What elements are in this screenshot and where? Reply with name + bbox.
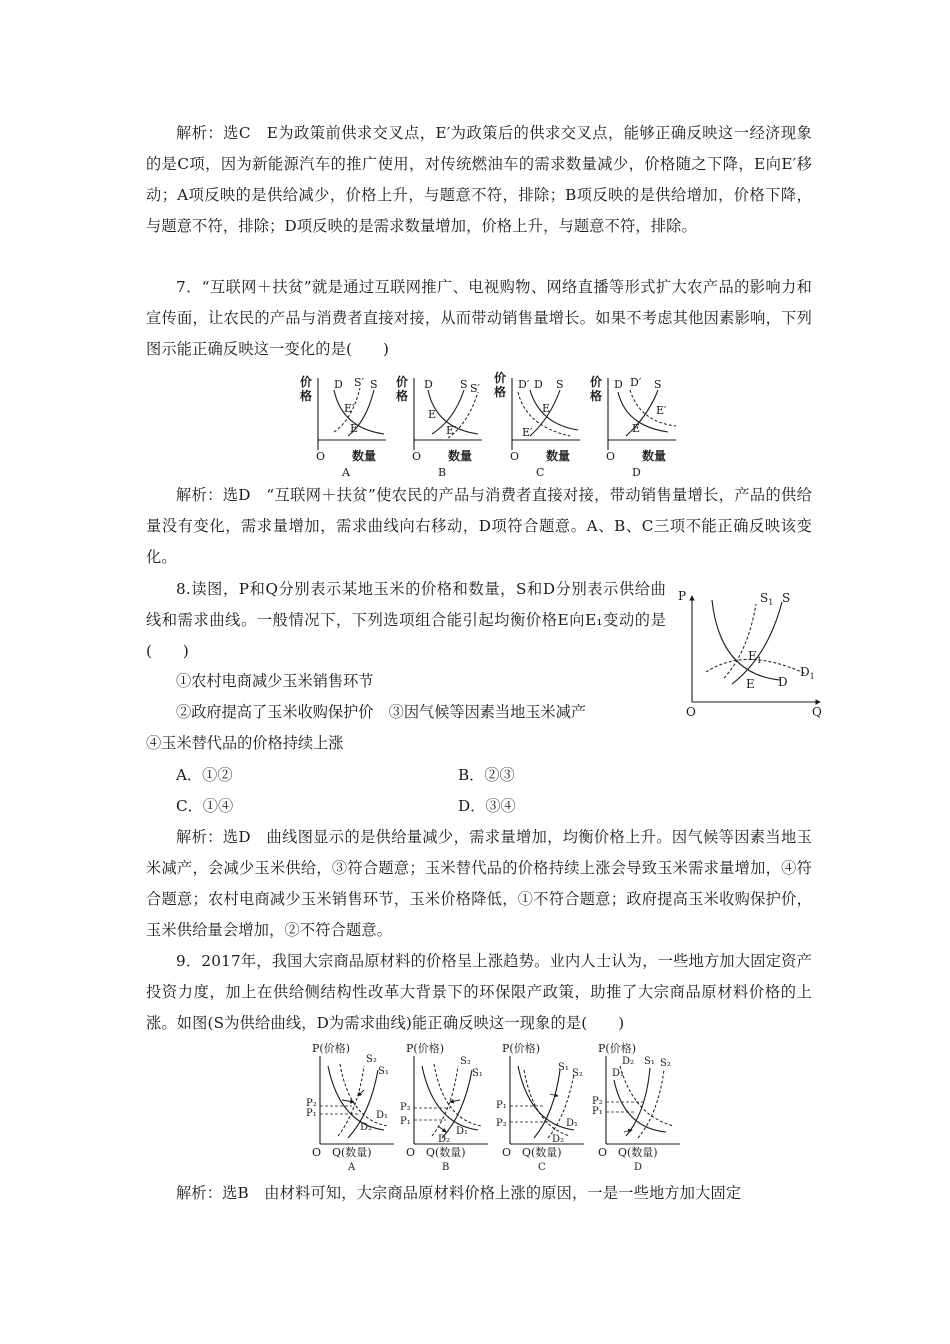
- label-q: Q: [812, 705, 822, 719]
- q9-y-label: P(价格): [312, 1042, 350, 1055]
- q8-choice-d[interactable]: D．③④: [458, 797, 516, 815]
- q7-origin: O: [316, 450, 326, 463]
- label-s: S: [370, 378, 378, 391]
- label-p2: P₂: [592, 1096, 603, 1107]
- label-d1: D₁: [376, 1110, 389, 1121]
- label-d: D: [778, 675, 788, 689]
- q7-x-label: 数量: [352, 449, 377, 463]
- q9-panel-b: [400, 1041, 488, 1172]
- label-e-prime: E′: [446, 424, 457, 437]
- demand-curve-d2: [620, 1066, 674, 1126]
- q7-y-label-char: 格: [494, 385, 507, 399]
- q9-x-label: Q(数量): [618, 1146, 658, 1159]
- label-d: D: [534, 378, 543, 391]
- q9-y-label: P(价格): [406, 1042, 444, 1055]
- q8-figure: [676, 586, 826, 720]
- q6-analysis: 解析：选C E为政策前供求交叉点，E′为政策后的供求交叉点，能够正确反映这一经济现象的是C项，因为新能源汽车的推广使用，对传统燃油车的需求数量减少，价格随之下降，E向E′移动；A项反映的是供给减少，价格上升，与题意不符，排除；B项反映的是供给增加，价格下降，与题意不符，排除；D项反映的是需求数量增加，价格上升，与题意不符，排除。: [146, 124, 812, 235]
- label-e-prime: E′: [656, 404, 667, 417]
- q7-option-c: C: [536, 466, 545, 478]
- q9-figure: [304, 1040, 684, 1172]
- q7-option-b: B: [438, 466, 447, 478]
- q7-option-d: D: [632, 466, 641, 478]
- supply-curve-s1: [534, 1070, 560, 1138]
- q9-option-c: C: [538, 1162, 546, 1172]
- q8-item-1: ①农村电商减少玉米销售环节: [176, 672, 374, 690]
- label-s2: S₂: [572, 1068, 583, 1079]
- q7-x-label: 数量: [642, 449, 667, 463]
- q8-item-2-3: ②政府提高了玉米收购保护价 ③因气候等因素当地玉米减产: [176, 703, 587, 721]
- q9-panel-a: [306, 1041, 394, 1172]
- label-e: E: [632, 422, 641, 435]
- label-d1: D₁: [612, 1068, 625, 1079]
- q7-origin: O: [606, 450, 616, 463]
- q9-origin: O: [598, 1146, 608, 1159]
- q7-y-label-char: 价: [300, 375, 313, 389]
- q7-y-label-char: 格: [396, 389, 409, 403]
- q7-panel-c: [494, 370, 580, 478]
- q7-y-label-char: 价: [590, 375, 603, 389]
- label-d1: $D_1$: [800, 665, 815, 681]
- label-e: E: [428, 408, 437, 421]
- q9-option-d: D: [634, 1162, 643, 1172]
- q7-analysis: 解析：选D “互联网＋扶贫”使农民的产品与消费者直接对接，带动销售量增长，产品的供给量没有变化，需求量增加，需求曲线向右移动，D项符合题意。A、B、C三项不能正确反映该变化。: [146, 486, 812, 566]
- demand-curve-d2: [524, 1070, 570, 1136]
- label-s1: S₁: [644, 1056, 655, 1067]
- demand-curve: [530, 390, 578, 430]
- label-p1: P₁: [592, 1106, 603, 1117]
- q7-panel-b: [396, 374, 482, 478]
- label-e1: $E_1$: [748, 649, 762, 665]
- label-p1: P₁: [496, 1100, 507, 1111]
- label-e: E: [542, 402, 551, 415]
- label-s-prime: S′: [470, 382, 481, 395]
- q7-origin: O: [510, 450, 520, 463]
- label-s1: S₁: [378, 1066, 389, 1077]
- label-s1: S₁: [558, 1062, 569, 1073]
- label-p2: P₂: [400, 1102, 411, 1113]
- q8-choice-c[interactable]: C．①④: [176, 797, 234, 815]
- label-s-prime: S′: [354, 376, 365, 389]
- label-d-prime: D′: [630, 376, 642, 389]
- label-e-prime: E′: [344, 402, 355, 415]
- q7-y-label-char: 价: [494, 371, 507, 385]
- label-d1: D₁: [566, 1118, 579, 1129]
- label-s1: S₁: [472, 1068, 483, 1079]
- supply-curve-s1: [724, 604, 756, 678]
- label-s2: S₂: [460, 1056, 471, 1067]
- q7-x-label: 数量: [448, 449, 473, 463]
- label-s: S: [654, 378, 662, 391]
- q8-stem: 8.读图，P和Q分别表示某地玉米的价格和数量，S和D分别表示供给曲线和需求曲线。一般情况下，下列选项组合能引起均衡价格E向E₁变动的是( ): [146, 580, 666, 660]
- label-d: D: [334, 378, 343, 391]
- demand-curve-d1: [422, 1066, 478, 1130]
- q8-choice-a[interactable]: A．①②: [176, 766, 233, 784]
- label-e: E: [350, 422, 359, 435]
- label-p2: P₂: [306, 1098, 317, 1109]
- q7-stem: 7．“互联网＋扶贫”就是通过互联网推广、电视购物、网络直播等形式扩大农产品的影响力和宣传面，让农民的产品与消费者直接对接，从而带动销售量增长。如果不考虑其他因素影响，下列图示能正确反映这一变化的是( ): [146, 278, 812, 358]
- q9-analysis: 解析：选B 由材料可知，大宗商品原材料价格上涨的原因，一是一些地方加大固定: [176, 1184, 742, 1202]
- q8-analysis: 解析：选D 曲线图显示的是供给量减少，需求量增加，均衡价格上升。因气候等因素当地玉米减产，会减少玉米供给，③符合题意；玉米替代品的价格持续上涨会导致玉米需求量增加，④符合题意；农村电商减少玉米销售环节，玉米价格降低，①不符合题意；政府提高玉米收购保护价，玉米供给量会增加，②不符合题意。: [146, 828, 812, 939]
- q9-stem: 9．2017年，我国大宗商品原材料的价格呈上涨趋势。业内人士认为，一些地方加大固定资产投资力度，加上在供给侧结构性改革大背景下的环保限产政策，助推了大宗商品原材料价格的上涨。如图(S为供给曲线，D为需求曲线)能正确反映这一现象的是( ): [146, 952, 812, 1032]
- label-e: E: [746, 677, 755, 691]
- label-o: O: [686, 705, 696, 719]
- q9-option-a: A: [348, 1162, 356, 1172]
- label-p1: P₁: [400, 1116, 411, 1127]
- q9-x-label: Q(数量): [426, 1146, 466, 1159]
- q7-y-label-char: 格: [300, 389, 313, 403]
- label-p1: P₁: [306, 1108, 317, 1119]
- q9-origin: O: [502, 1146, 512, 1159]
- label-p: P: [678, 589, 687, 603]
- supply-curve-s: [732, 602, 782, 684]
- q7-y-label-char: 格: [590, 389, 603, 403]
- demand-curve-d: [712, 600, 780, 680]
- q7-y-label-char: 价: [396, 375, 409, 389]
- q8-item-4: ④玉米替代品的价格持续上涨: [146, 734, 344, 752]
- label-d1: D₁: [456, 1126, 469, 1137]
- demand-curve-d1: [614, 1080, 666, 1132]
- supply-curve-s2: [638, 1070, 664, 1138]
- q8-choice-b[interactable]: B．②③: [458, 766, 515, 784]
- label-e-prime: E′: [522, 426, 533, 439]
- label-d2: D₂: [552, 1134, 565, 1145]
- label-d: D: [424, 378, 433, 391]
- q9-origin: O: [406, 1146, 416, 1159]
- q9-panel-c: [496, 1041, 584, 1172]
- label-s2: S₂: [660, 1058, 671, 1069]
- q7-panel-d: [590, 374, 676, 478]
- q9-y-label: P(价格): [502, 1042, 540, 1055]
- label-d2: D₂: [360, 1122, 373, 1133]
- label-s: S: [782, 591, 791, 605]
- label-s: S: [556, 378, 564, 391]
- label-d2: D₂: [438, 1134, 451, 1145]
- q9-x-label: Q(数量): [332, 1146, 372, 1159]
- q7-figure: [296, 370, 686, 478]
- label-d2: D₂: [622, 1056, 635, 1067]
- q9-y-label: P(价格): [598, 1042, 636, 1055]
- q7-origin: O: [412, 450, 422, 463]
- q7-x-label: 数量: [546, 449, 571, 463]
- label-p2: P₂: [496, 1118, 507, 1129]
- q9-x-label: Q(数量): [522, 1146, 562, 1159]
- q9-panel-d: [592, 1041, 680, 1172]
- q7-panel-a: [300, 374, 386, 478]
- q7-option-a: A: [342, 466, 350, 478]
- label-s1: $S_1$: [760, 591, 774, 607]
- label-s2: S₂: [366, 1054, 377, 1065]
- label-s: S: [460, 378, 468, 391]
- label-d-prime: D′: [518, 378, 530, 391]
- label-d: D: [614, 378, 623, 391]
- q9-option-b: B: [442, 1162, 450, 1172]
- q9-origin: O: [312, 1146, 322, 1159]
- demand-curve: [334, 390, 384, 434]
